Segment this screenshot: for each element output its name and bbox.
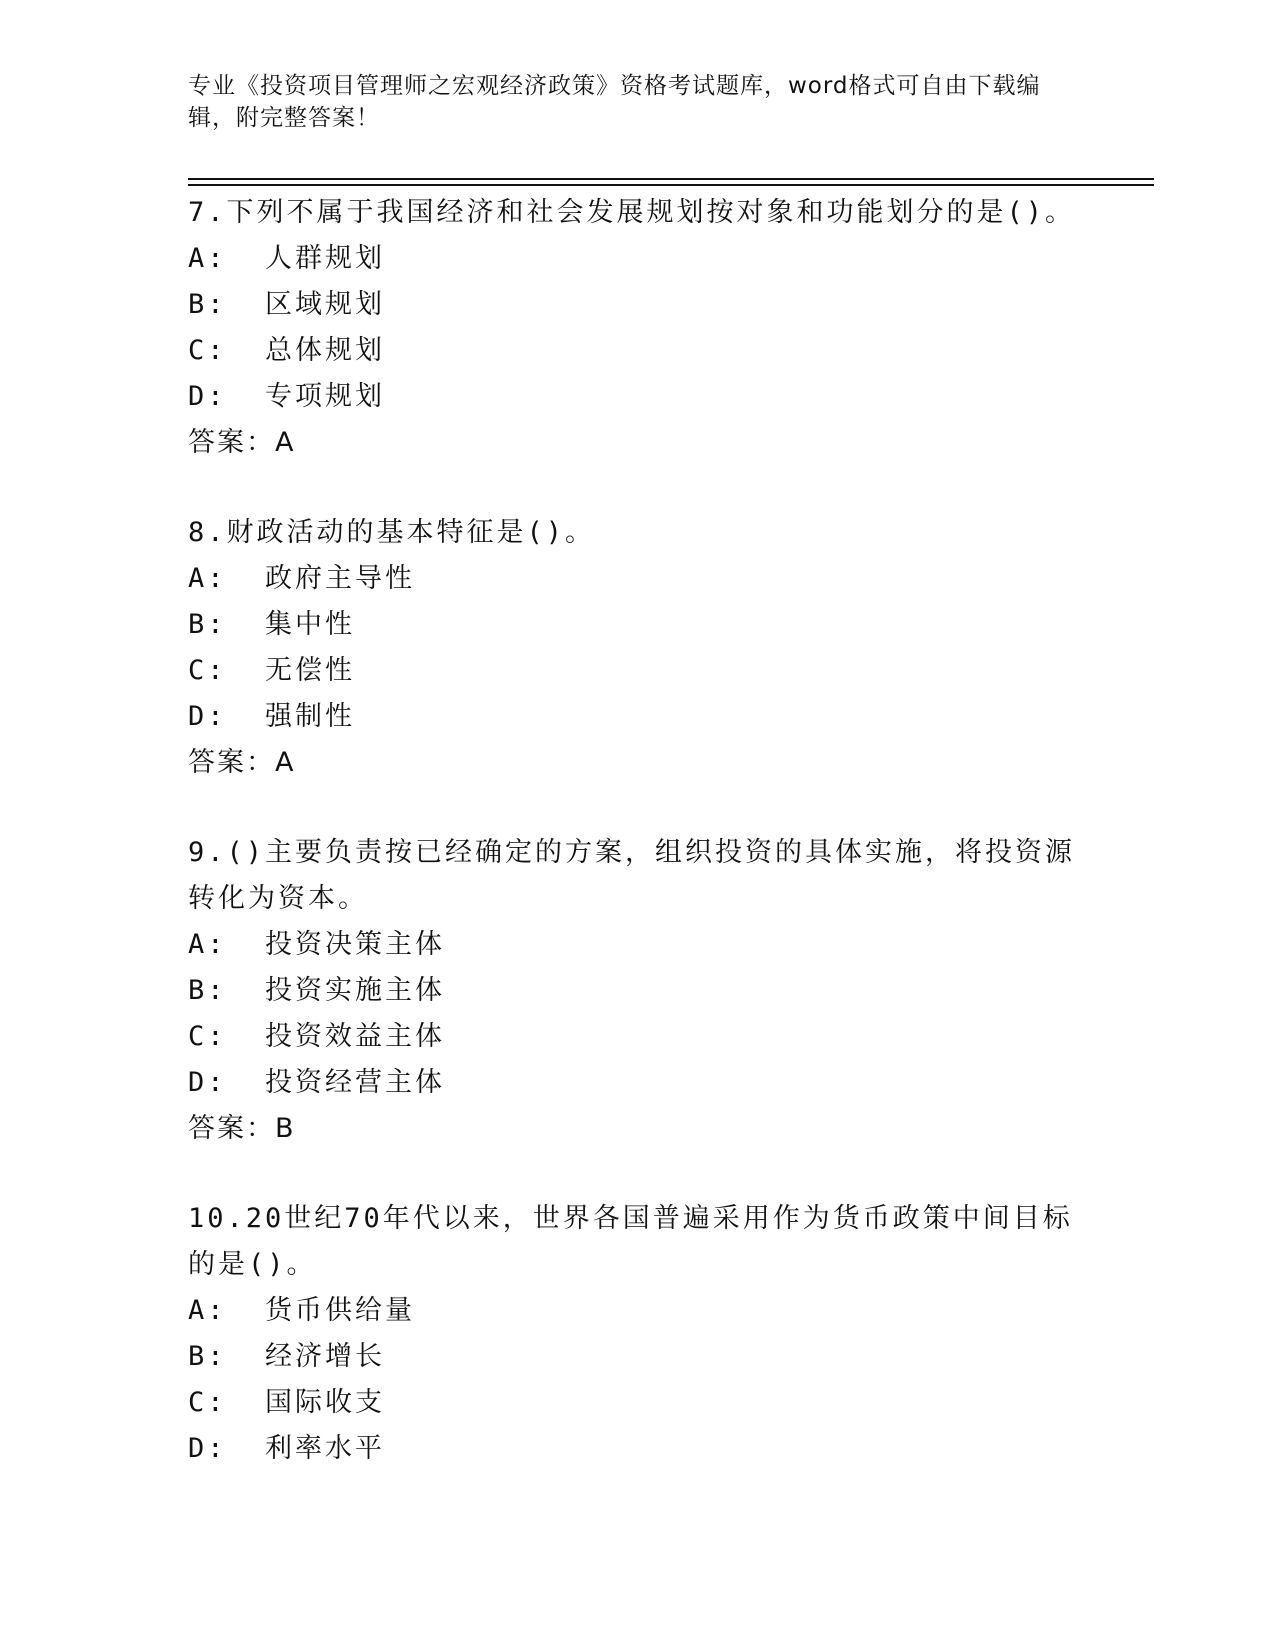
question-stem: 8.财政活动的基本特征是()。 (188, 517, 596, 548)
question-8 (188, 510, 1088, 786)
option-d: D: 投资经营主体 (188, 1067, 446, 1098)
header-rule-bottom (188, 184, 1154, 186)
option-a: A: 投资决策主体 (188, 929, 446, 960)
option-b: B: 集中性 (188, 609, 356, 640)
option-c: C: 投资效益主体 (188, 1021, 446, 1052)
question-stem: 7.下列不属于我国经济和社会发展规划按对象和功能划分的是()。 (188, 197, 1076, 228)
document-header: 专业《投资项目管理师之宏观经济政策》资格考试题库，word格式可自由下载编辑，附完整答案！ (188, 73, 1041, 131)
question-stem: 10.20世纪70年代以来，世界各国普遍采用作为货币政策中间目标的是()。 (188, 1203, 1073, 1280)
answer-line: 答案：B (188, 1113, 296, 1144)
answer-line: 答案：A (188, 747, 296, 778)
option-b: B: 经济增长 (188, 1341, 386, 1372)
option-b: B: 投资实施主体 (188, 975, 446, 1006)
option-d: D: 专项规划 (188, 381, 386, 412)
question-10 (188, 1196, 1088, 1472)
question-list (188, 190, 1088, 1516)
option-c: C: 无偿性 (188, 655, 356, 686)
option-d: D: 利率水平 (188, 1433, 386, 1464)
option-b: B: 区域规划 (188, 289, 386, 320)
answer-line: 答案：A (188, 427, 296, 458)
option-c: C: 国际收支 (188, 1387, 386, 1418)
question-9 (188, 830, 1088, 1152)
option-c: C: 总体规划 (188, 335, 386, 366)
header-rule-top (188, 178, 1154, 180)
option-d: D: 强制性 (188, 701, 356, 732)
question-stem: 9.()主要负责按已经确定的方案，组织投资的具体实施，将投资源转化为资本。 (188, 837, 1076, 914)
option-a: A: 人群规划 (188, 243, 386, 274)
option-a: A: 政府主导性 (188, 563, 416, 594)
option-a: A: 货币供给量 (188, 1295, 416, 1326)
question-7 (188, 190, 1088, 466)
